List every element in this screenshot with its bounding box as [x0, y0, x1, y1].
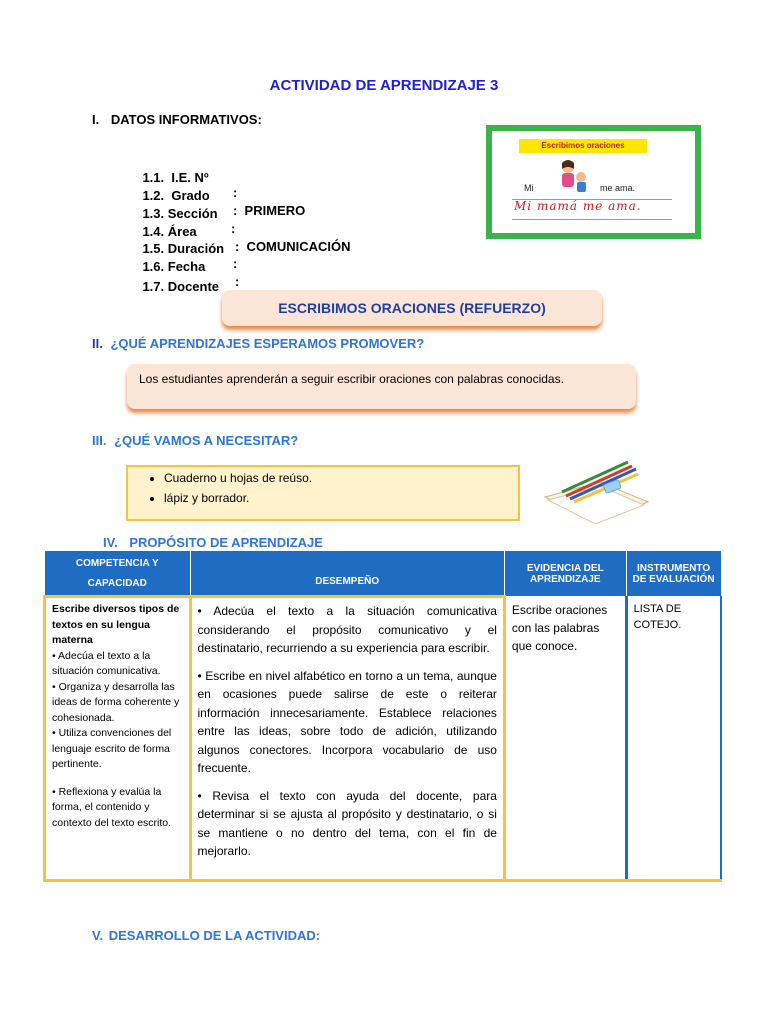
section-3-number: III.: [92, 433, 107, 448]
info-value: : PRIMERO: [233, 203, 306, 218]
section-3-heading: [92, 433, 298, 448]
illustration-card: [486, 125, 701, 239]
info-label: 1.4. Área: [142, 224, 197, 239]
evidencia-cell: Escribe oraciones con las palabras que conoce.: [504, 597, 626, 881]
competencia-cell: [45, 597, 191, 881]
section-2-number: II.: [92, 336, 103, 351]
notebook-pencils-icon: [540, 452, 650, 527]
info-label: 1.6. Fecha: [142, 259, 206, 274]
capacidad-item: • Utiliza convenciones del lenguaje escrito de forma pertinente.: [52, 727, 172, 770]
section-5-number: V.: [92, 928, 104, 943]
material-item: • Cuaderno u hojas de reúso.: [164, 471, 518, 485]
info-label: 1.2. Grado: [142, 188, 210, 203]
header-competencia-line2: CAPACIDAD: [87, 577, 147, 589]
info-value: :: [235, 274, 240, 289]
section-4-heading: [103, 535, 323, 550]
info-value: :: [233, 256, 238, 271]
info-value: : COMUNICACIÓN: [235, 239, 351, 254]
document-title: ACTIVIDAD DE APRENDIZAJE 3: [269, 77, 499, 94]
info-row-docente: [128, 264, 219, 324]
section-5-title: DESARROLLO DE LA ACTIVIDAD:: [108, 928, 321, 943]
info-value: :: [233, 185, 238, 200]
instrumento-cell: LISTA DE COTEJO.: [626, 597, 721, 881]
illustration-handwritten: Mi mamá me ama.: [514, 199, 642, 213]
section-1-title: DATOS INFORMATIVOS:: [110, 112, 262, 127]
desempeno-cell: [190, 597, 504, 881]
header-instrumento: INSTRUMENTO DE EVALUACIÓN: [626, 551, 721, 597]
header-evidencia: EVIDENCIA DEL APRENDIZAJE: [504, 551, 626, 597]
section-2-title: ¿QUÉ APRENDIZAJES ESPERAMOS PROMOVER?: [110, 336, 425, 351]
illustration-word-left: Mi: [524, 183, 534, 193]
guide-line: [512, 219, 672, 220]
illustration-word-right: me ama.: [600, 183, 636, 193]
activity-subtitle: ESCRIBIMOS ORACIONES (REFUERZO): [222, 290, 602, 326]
info-label: 1.3. Sección: [142, 206, 218, 221]
desempeno-item: • Escribe en nivel alfabético en torno a un tema, aunque en ocasiones puede salirse de este o reiterar información innecesariamente. Establece relaciones entre las ideas, sobre todo de adición, utilizando algunos conectores. Incorpora vocabulario de uso frecuente.: [197, 668, 497, 775]
competencia-title: Escribe diversos tipos de textos en su lengua materna: [52, 603, 180, 646]
material-item: • lápiz y borrador.: [164, 491, 518, 505]
section-1-number: I.: [92, 112, 100, 127]
section-1-heading: [92, 112, 262, 127]
header-competencia-line1: COMPETENCIA Y: [75, 557, 159, 569]
section-4-title: PROPÓSITO DE APRENDIZAJE: [129, 535, 323, 550]
purpose-table: [43, 550, 722, 882]
info-label: 1.5. Duración: [142, 241, 225, 256]
section-5-heading: [92, 928, 320, 943]
illustration-banner: Escribimos oraciones: [519, 139, 647, 153]
aprendizaje-box: Los estudiantes aprenderán a seguir escribir oraciones con palabras conocidas.: [127, 364, 636, 409]
desempeno-item: • Revisa el texto con ayuda del docente, para determinar si se ajusta al propósito y destinatario, o si se mantiene o no dentro del tema, con el fin de mejorarlo.: [197, 788, 497, 858]
section-2-heading: [92, 336, 424, 351]
header-competencia: [45, 551, 191, 597]
capacidad-item: • Organiza y desarrolla las ideas de forma coherente y cohesionada.: [52, 680, 180, 724]
info-label: 1.7. Docente: [142, 279, 220, 294]
capacidad-item: • Reflexiona y evalúa la forma, el contenido y contexto del texto escrito.: [52, 785, 172, 829]
header-desempeno: DESEMPEÑO: [190, 551, 504, 597]
info-value: :: [231, 221, 236, 236]
section-3-title: ¿QUÉ VAMOS A NECESITAR?: [114, 433, 299, 448]
materials-list: [128, 471, 518, 505]
desempeno-item: • Adecúa el texto a la situación comunicativa considerando el propósito comunicativo y el destinatario, recurriendo a su experiencia para escribir.: [197, 604, 497, 655]
section-4-number: IV.: [103, 535, 118, 550]
mother-child-icon: [554, 157, 594, 197]
capacidad-item: • Adecúa el texto a la situación comunicativa.: [52, 649, 161, 677]
materials-box: [126, 465, 520, 521]
info-label: 1.1. I.E. Nº: [142, 170, 209, 185]
